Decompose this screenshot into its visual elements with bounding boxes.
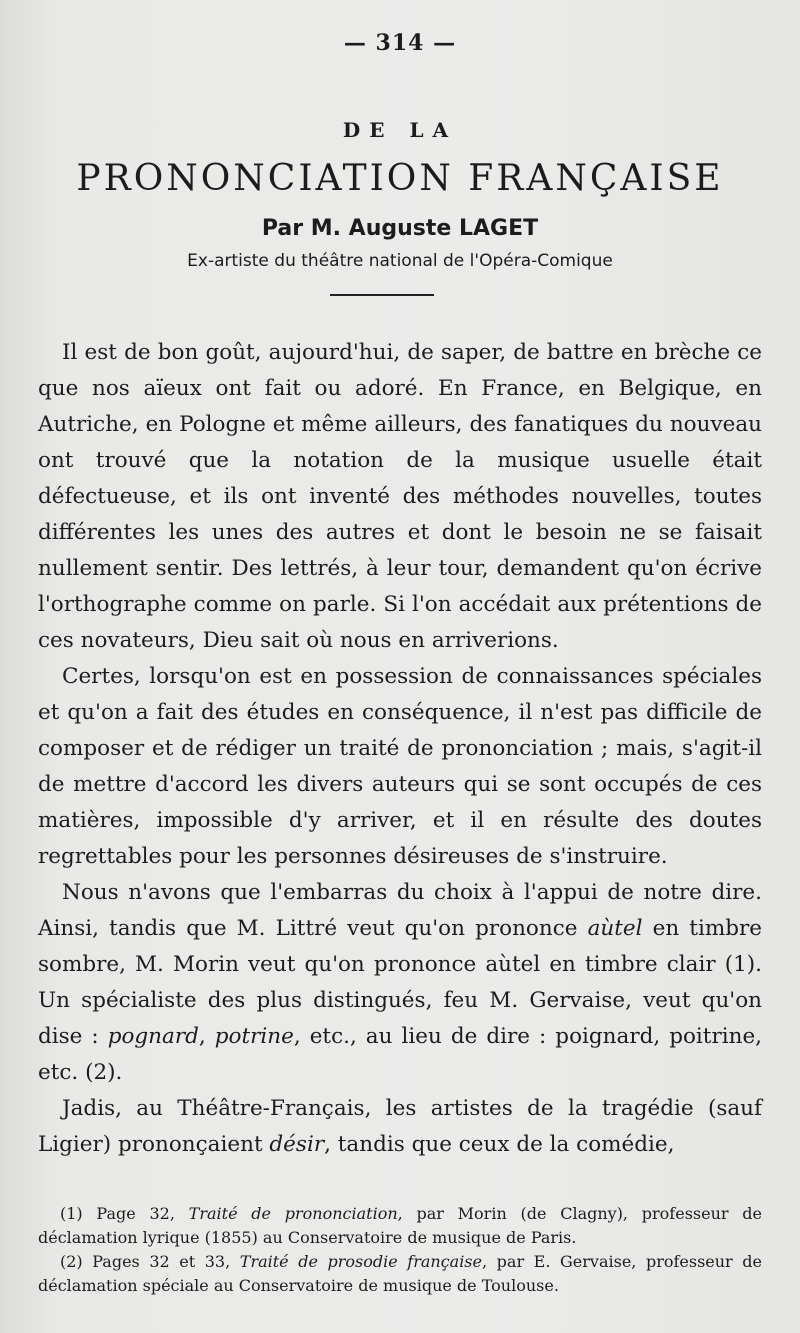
- article-body: [38, 335, 762, 1163]
- italic-term: pognard: [107, 1024, 199, 1049]
- paragraph: Jadis, au Théâtre-Français, les artistes de la tragédie (sauf Ligier) prononçaient désir, tandis que ceux de la comédie,: [38, 1096, 762, 1157]
- article-title: PRONONCIATION FRANÇAISE: [76, 158, 724, 199]
- footnote: (1) Page 32, Traité de prononciation, par Morin (de Clagny), professeur de déclamation lyrique (1855) au Conservatoire de musique de Paris.: [38, 1204, 762, 1247]
- cited-title: Traité de prononciation: [188, 1204, 398, 1223]
- paragraph: Certes, lorsqu'on est en possession de connaissances spéciales et qu'on a fait des études en conséquence, il n'est pas difficile de composer et de rédiger un traité de prononciation ; mais, s'agit-il de mettre d'accord les divers auteurs qui se sont occupés de ces matières, impossible d'y arriver, et il en résulte des doutes regrettables pour les personnes désireuses de s'instruire.: [38, 664, 762, 869]
- title-divider: [330, 294, 434, 296]
- author-byline: Par M. Auguste LAGET: [261, 216, 539, 241]
- italic-term: aùtel: [587, 916, 643, 941]
- italic-term: désir: [269, 1132, 325, 1157]
- paragraph: Nous n'avons que l'embarras du choix à l'appui de notre dire. Ainsi, tandis que M. Littré veut qu'on prononce aùtel en timbre sombre, M. Morin veut qu'on prononce aùtel en timbre clair (1). Un spécialiste des plus distingués, feu M. Gervaise, veut qu'on dise : pognard, potrine, etc., au lieu de dire : poignard, poitrine, etc. (2).: [38, 880, 763, 1085]
- footnote: (2) Pages 32 et 33, Traité de prosodie française, par E. Gervaise, professeur de déclamation spéciale au Conservatoire de musique de Toulouse.: [38, 1252, 762, 1295]
- author-role: Ex-artiste du théâtre national de l'Opéra-Comique: [187, 251, 613, 271]
- cited-title: Traité de prosodie française: [239, 1252, 482, 1271]
- title-kicker: DE LA: [342, 118, 458, 142]
- paragraph: Il est de bon goût, aujourd'hui, de saper, de battre en brèche ce que nos aïeux ont fait ou adoré. En France, en Belgique, en Autriche, en Pologne et même ailleurs, des fanatiques du nouveau ont trouvé que la notation de la musique usuelle était défectueuse, et ils ont inventé des méthodes nouvelles, toutes différentes les unes des autres et dont le besoin ne se faisait nullement sentir. Des lettrés, à leur tour, demandent qu'on écrive l'orthographe comme on parle. Si l'on accédait aux prétentions de ces novateurs, Dieu sait où nous en arriverions.: [38, 340, 762, 653]
- footnotes: [38, 1202, 762, 1298]
- italic-term: potrine: [214, 1024, 294, 1049]
- page-number: — 314 —: [343, 30, 457, 56]
